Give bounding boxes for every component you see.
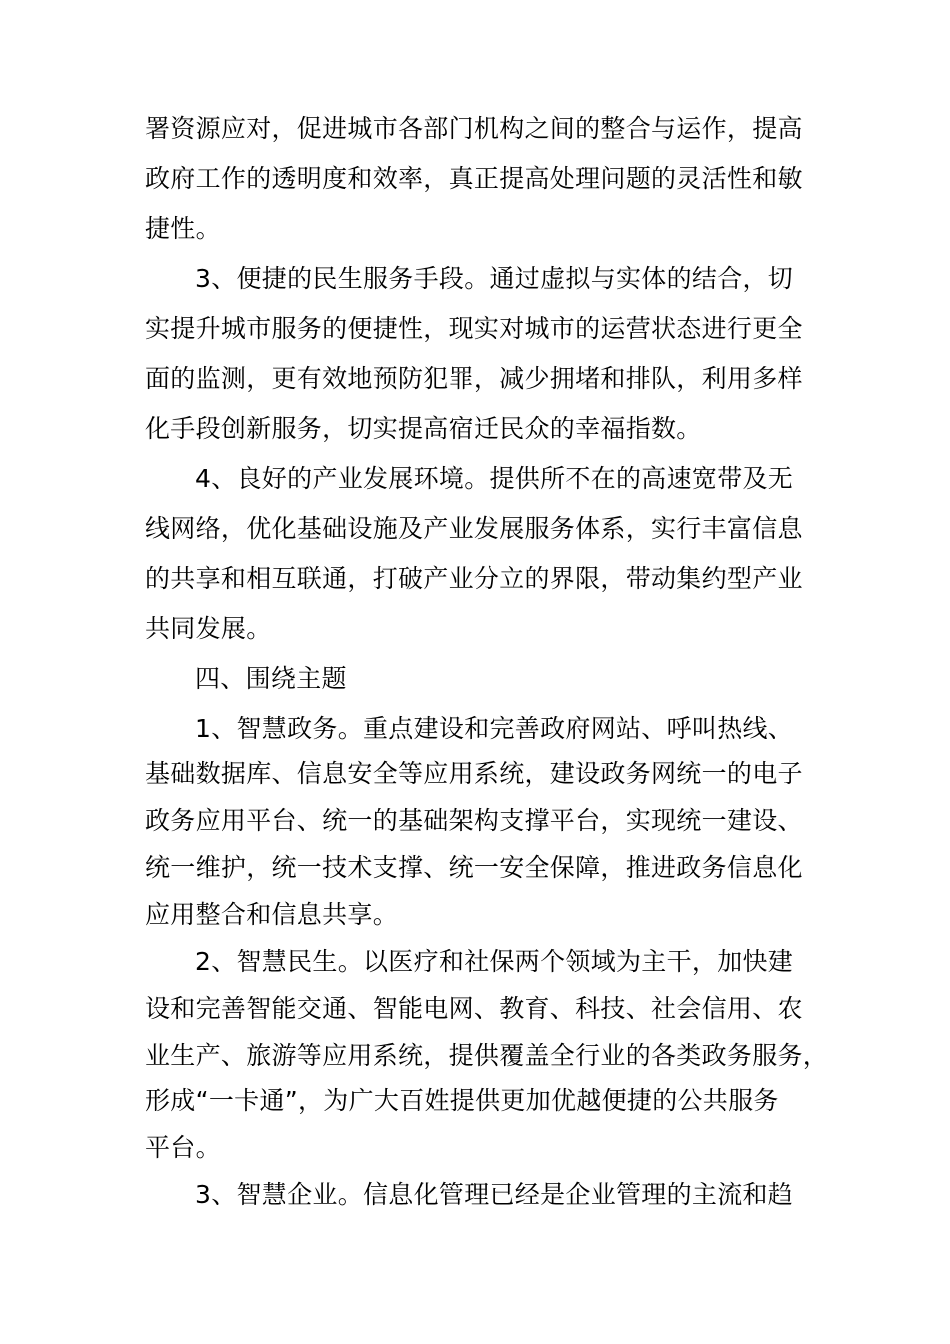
text-line: 共同发展。 — [145, 614, 272, 643]
text-line: 线网络，优化基础设施及产业发展服务体系，实行丰富信息 — [145, 514, 803, 543]
text-line: 面的监测，更有效地预防犯罪，减少拥堵和排队，利用多样 — [145, 364, 803, 393]
text-line: 政府工作的透明度和效率，真正提高处理问题的灵活性和敏 — [145, 164, 803, 193]
paragraph-start-line: 1、智慧政务。重点建设和完善政府网站、呼叫热线、 — [195, 714, 794, 743]
text-line: 业生产、旅游等应用系统，提供覆盖全行业的各类政务服务， — [145, 1041, 829, 1070]
paragraph-start-line: 3、便捷的民生服务手段。通过虚拟与实体的结合，切 — [195, 264, 794, 293]
paragraph-start-line: 4、良好的产业发展环境。提供所不在的高速宽带及无 — [195, 464, 794, 493]
text-line: 化手段创新服务，切实提高宿迁民众的幸福指数。 — [145, 414, 702, 443]
text-line: 形成“一卡通”，为广大百姓提供更加优越便捷的公共服务 — [145, 1086, 779, 1115]
text-line: 平台。 — [145, 1133, 221, 1162]
text-line: 实提升城市服务的便捷性，现实对城市的运营状态进行更全 — [145, 314, 803, 343]
text-line: 捷性。 — [145, 214, 221, 243]
text-line: 设和完善智能交通、智能电网、教育、科技、社会信用、农 — [145, 994, 803, 1023]
text-line: 的共享和相互联通，打破产业分立的界限，带动集约型产业 — [145, 564, 803, 593]
text-line: 政务应用平台、统一的基础架构支撑平台，实现统一建设、 — [145, 806, 803, 835]
text-line: 基础数据库、信息安全等应用系统，建设政务网统一的电子 — [145, 759, 803, 788]
text-line: 统一维护，统一技术支撑、统一安全保障，推进政务信息化 — [145, 853, 803, 882]
paragraph-start-line: 2、智慧民生。以医疗和社保两个领域为主干，加快建 — [195, 947, 794, 976]
section-heading: 四、围绕主题 — [195, 664, 347, 693]
paragraph-start-line: 3、智慧企业。信息化管理已经是企业管理的主流和趋 — [195, 1180, 794, 1209]
text-line: 应用整合和信息共享。 — [145, 900, 399, 929]
text-line: 署资源应对，促进城市各部门机构之间的整合与运作，提高 — [145, 114, 803, 143]
